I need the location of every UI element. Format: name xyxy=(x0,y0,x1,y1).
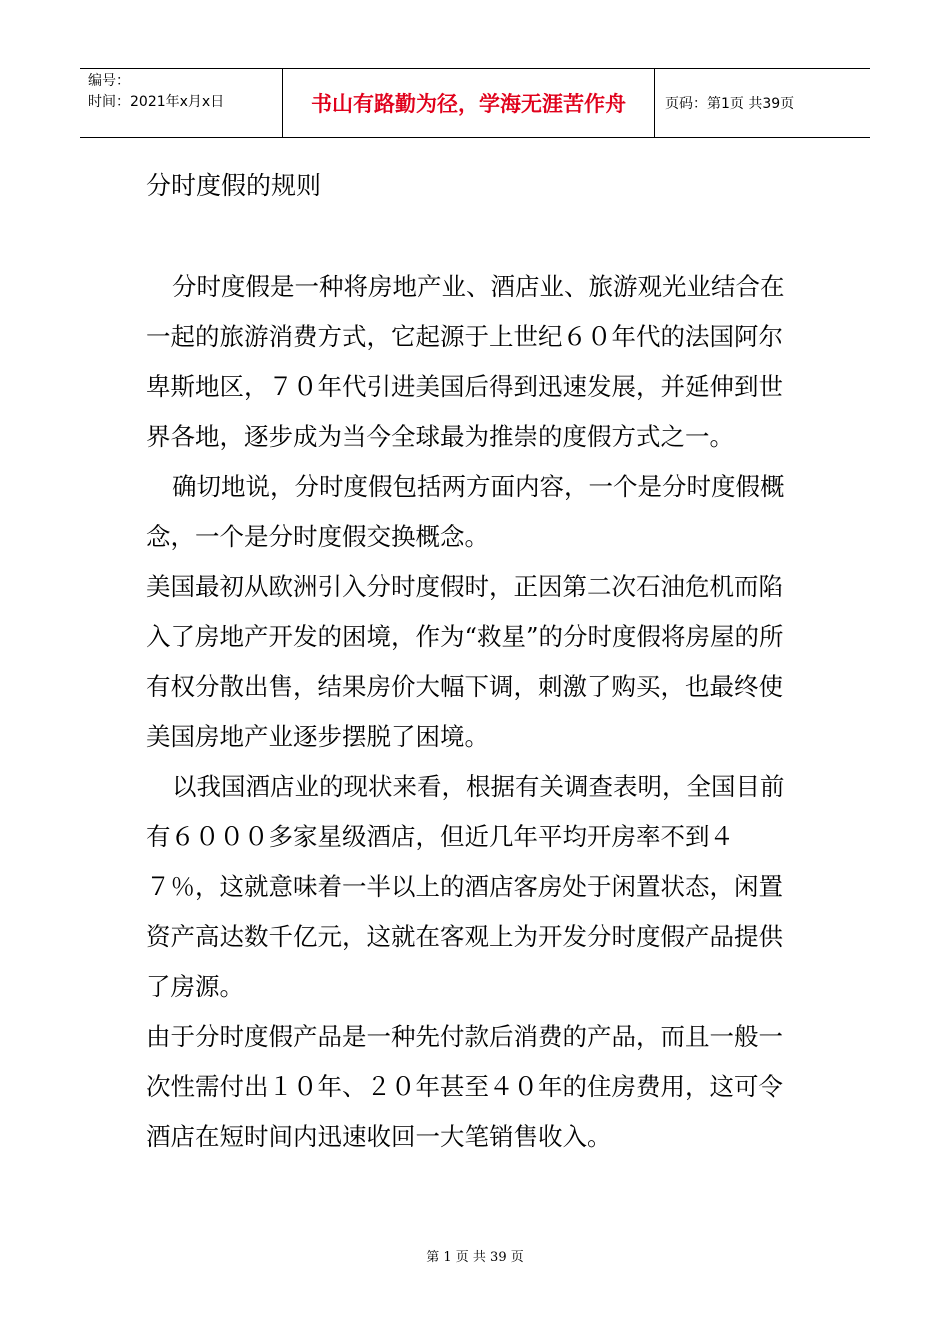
paragraph-3: 美国最初从欧洲引入分时度假时，正因第二次石油危机而陷入了房地产开发的困境，作为“救星”的分时度假将房屋的所有权分散出售，结果房价大幅下调，刺激了购买，也最终使美国房地产业逐步摆脱了困境。 xyxy=(146,572,784,751)
page-footer: 第 1 页 共 39 页 xyxy=(426,1250,524,1265)
header-page-info: 页码：第1页 共39页 xyxy=(665,96,795,112)
header-motto: 书山有路勤为径，学海无涯苦作舟 xyxy=(283,69,655,137)
paragraph-1: 分时度假是一种将房地产业、酒店业、旅游观光业结合在一起的旅游消费方式，它起源于上世纪６０年代的法国阿尔卑斯地区，７０年代引进美国后得到迅速发展，并延伸到世界各地，逐步成为当今全球最为推崇的度假方式之一。 xyxy=(146,272,785,451)
document-date: 时间：2021年x月x日 xyxy=(88,94,225,110)
page-header xyxy=(80,68,870,138)
paragraph-4: 以我国酒店业的现状来看，根据有关调查表明，全国目前有６０００多家星级酒店，但近几年平均开房率不到４７％，这就意味着一半以上的酒店客房处于闲置状态，闲置资产高达数千亿元，这就在客观上为开发分时度假产品提供了房源。 xyxy=(146,772,785,1001)
paragraph-2: 确切地说，分时度假包括两方面内容，一个是分时度假概念，一个是分时度假交换概念。 xyxy=(146,472,785,551)
document-body xyxy=(146,262,806,1162)
paragraph-5: 由于分时度假产品是一种先付款后消费的产品，而且一般一次性需付出１０年、２０年甚至４０年的住房费用，这可令酒店在短时间内迅速收回一大笔销售收入。 xyxy=(146,1022,783,1151)
document-title: 分时度假的规则 xyxy=(146,171,322,200)
header-meta xyxy=(80,69,283,137)
document-number-label: 编号： xyxy=(88,73,130,89)
